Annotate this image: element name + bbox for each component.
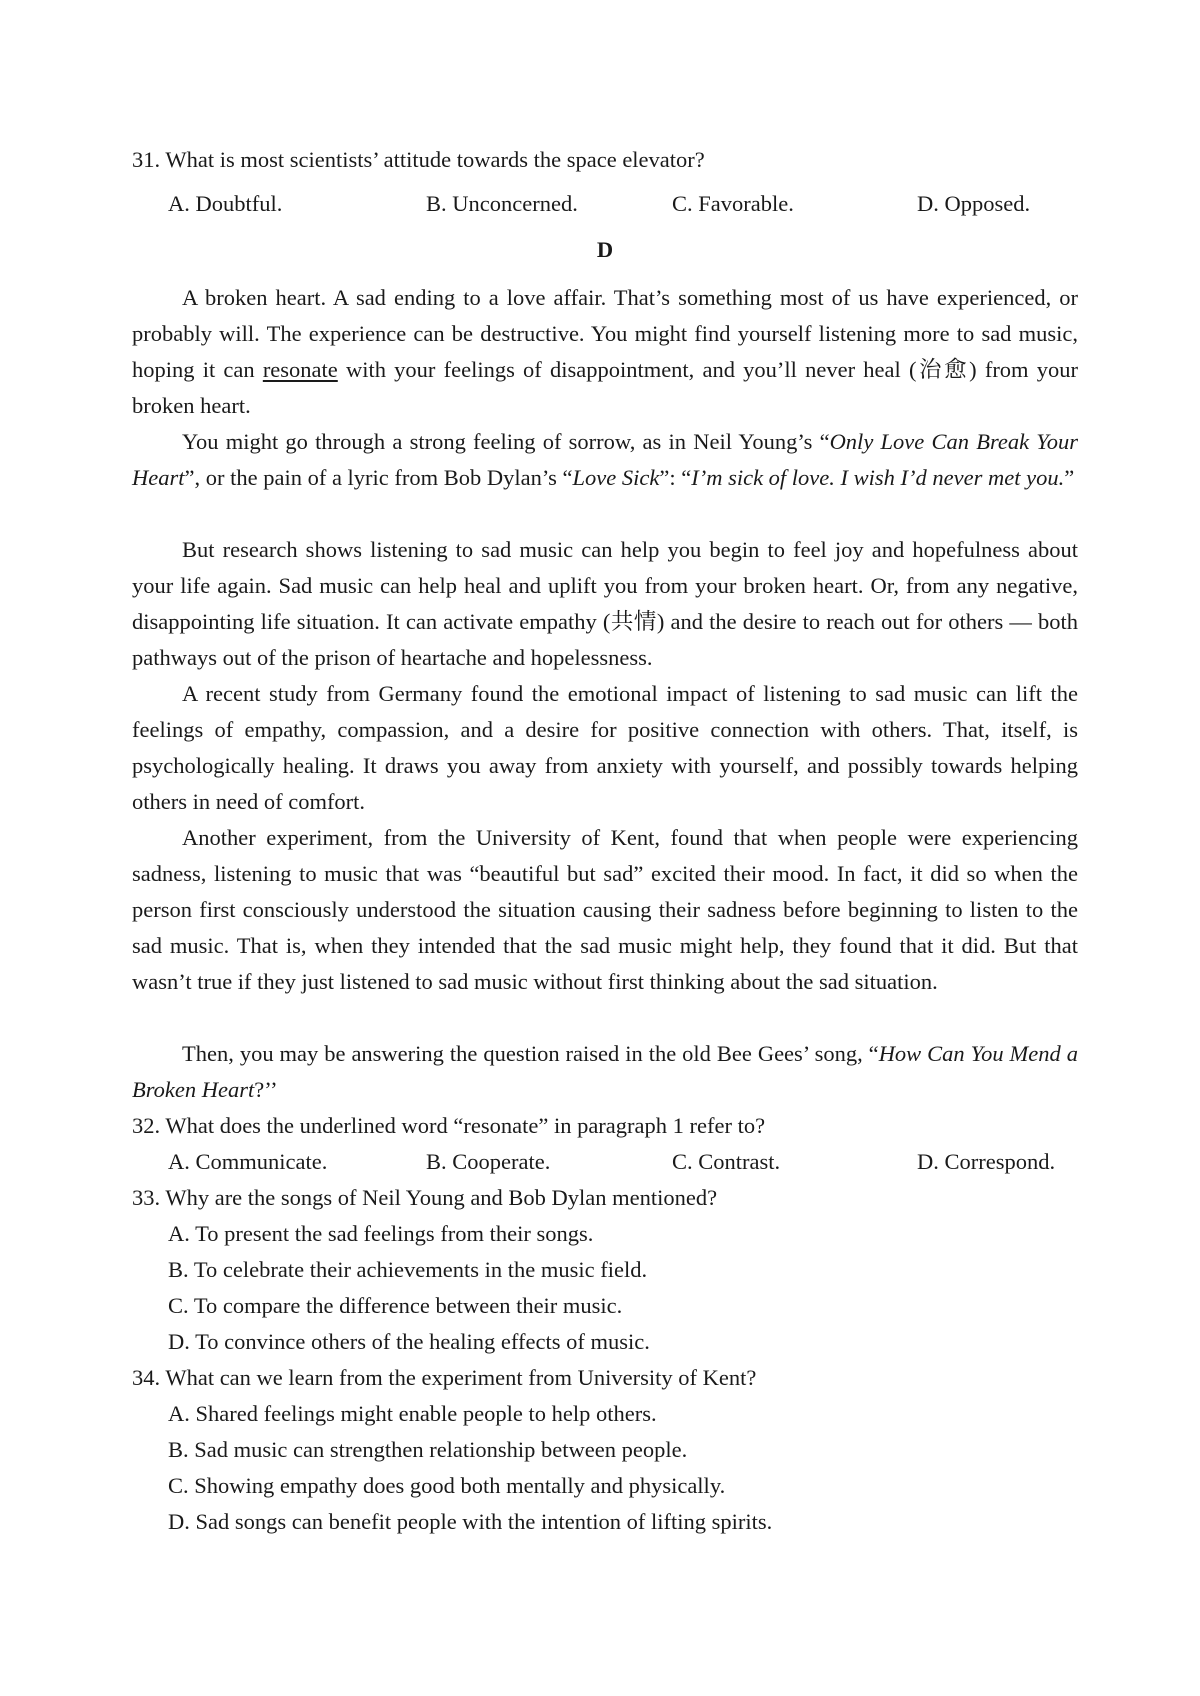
question-31: 31. What is most scientists’ attitude towards the space elevator? bbox=[132, 147, 705, 172]
q31-option-d: D. Opposed. bbox=[917, 191, 1031, 216]
p1-text-a: A broken heart. A sad ending to a love affair. That’s something most of us have experienced, or probably will. The experience can be destructive. You might find yourself listening more to sad music, hoping it can bbox=[132, 285, 1078, 382]
q31-option-a: A. Doubtful. bbox=[168, 191, 283, 216]
question-34: 34. What can we learn from the experiment from University of Kent? bbox=[132, 1365, 757, 1390]
q31-option-b: B. Unconcerned. bbox=[426, 191, 578, 216]
q32-option-a: A. Communicate. bbox=[168, 1149, 328, 1174]
q33-option-b: B. To celebrate their achievements in the music field. bbox=[168, 1257, 648, 1282]
passage-paragraph-5: Another experiment, from the University of Kent, found that when people were experiencing sadness, listening to music that was “beautiful but sad” excited their mood. In fact, it did so when the person first consciously understood the situation causing their sadness before beginning to listen to the sad music. That is, when they intended that the sad music might help, they found that it did. But that wasn’t true if they just listened to sad music without first thinking about the sad situation. bbox=[132, 825, 1078, 994]
q34-option-d: D. Sad songs can benefit people with the intention of lifting spirits. bbox=[168, 1509, 773, 1534]
underlined-word-resonate: resonate bbox=[262, 357, 338, 382]
lyric-quote: I’m sick of love. I wish I’d never met you. bbox=[691, 465, 1065, 490]
passage-paragraph-2 bbox=[132, 424, 1078, 496]
song-title-love-sick: Love Sick bbox=[572, 465, 660, 490]
q32-option-d: D. Correspond. bbox=[917, 1149, 1056, 1174]
passage-paragraph-1 bbox=[132, 280, 1078, 424]
p2-text-d: ” bbox=[1064, 465, 1075, 490]
song-title-only-love: Only Love Can Break Your Heart bbox=[132, 429, 1079, 490]
p2-text-b: ”, or the pain of a lyric from Bob Dylan’s “ bbox=[184, 465, 573, 490]
question-33: 33. Why are the songs of Neil Young and Bob Dylan mentioned? bbox=[132, 1185, 718, 1210]
q32-option-c: C. Contrast. bbox=[672, 1149, 781, 1174]
p2-text-a: You might go through a strong feeling of sorrow, as in Neil Young’s “ bbox=[182, 429, 830, 454]
passage-paragraph-4: A recent study from Germany found the emotional impact of listening to sad music can lift the feelings of empathy, compassion, and a desire for positive connection with others. That, itself, is psychologically healing. It draws you away from anxiety with yourself, and possibly towards helping others in need of comfort. bbox=[132, 681, 1078, 814]
section-heading: D bbox=[596, 237, 614, 262]
p6-text-a: Then, you may be answering the question raised in the old Bee Gees’ song, “ bbox=[182, 1041, 879, 1066]
question-31-options bbox=[168, 186, 1078, 222]
q31-option-c: C. Favorable. bbox=[672, 191, 794, 216]
q34-option-a: A. Shared feelings might enable people to help others. bbox=[168, 1401, 657, 1426]
q33-option-c: C. To compare the difference between their music. bbox=[168, 1293, 623, 1318]
q34-option-b: B. Sad music can strengthen relationship between people. bbox=[168, 1437, 688, 1462]
question-32-options bbox=[168, 1144, 1078, 1180]
question-32: 32. What does the underlined word “resonate” in paragraph 1 refer to? bbox=[132, 1113, 766, 1138]
q32-option-b: B. Cooperate. bbox=[426, 1149, 551, 1174]
p6-text-b: ?’’ bbox=[254, 1077, 278, 1102]
q33-option-d: D. To convince others of the healing effects of music. bbox=[168, 1329, 650, 1354]
passage-paragraph-3: But research shows listening to sad music can help you begin to feel joy and hopefulness about your life again. Sad music can help heal and uplift you from your broken heart. Or, from any negative, disappointing life situation. It can activate empathy (共情) and the desire to reach out for others — both pathways out of the prison of heartache and hopelessness. bbox=[132, 537, 1078, 670]
p1-text-b: with your feelings of disappointment, and you’ll never heal (治愈) from your broken heart. bbox=[132, 357, 1078, 418]
q33-option-a: A. To present the sad feelings from their songs. bbox=[168, 1221, 594, 1246]
passage-paragraph-6 bbox=[132, 1036, 1078, 1108]
song-title-mend: How Can You Mend a Broken Heart bbox=[132, 1041, 1078, 1102]
q34-option-c: C. Showing empathy does good both mentally and physically. bbox=[168, 1473, 726, 1498]
p2-text-c: ”: “ bbox=[659, 465, 692, 490]
